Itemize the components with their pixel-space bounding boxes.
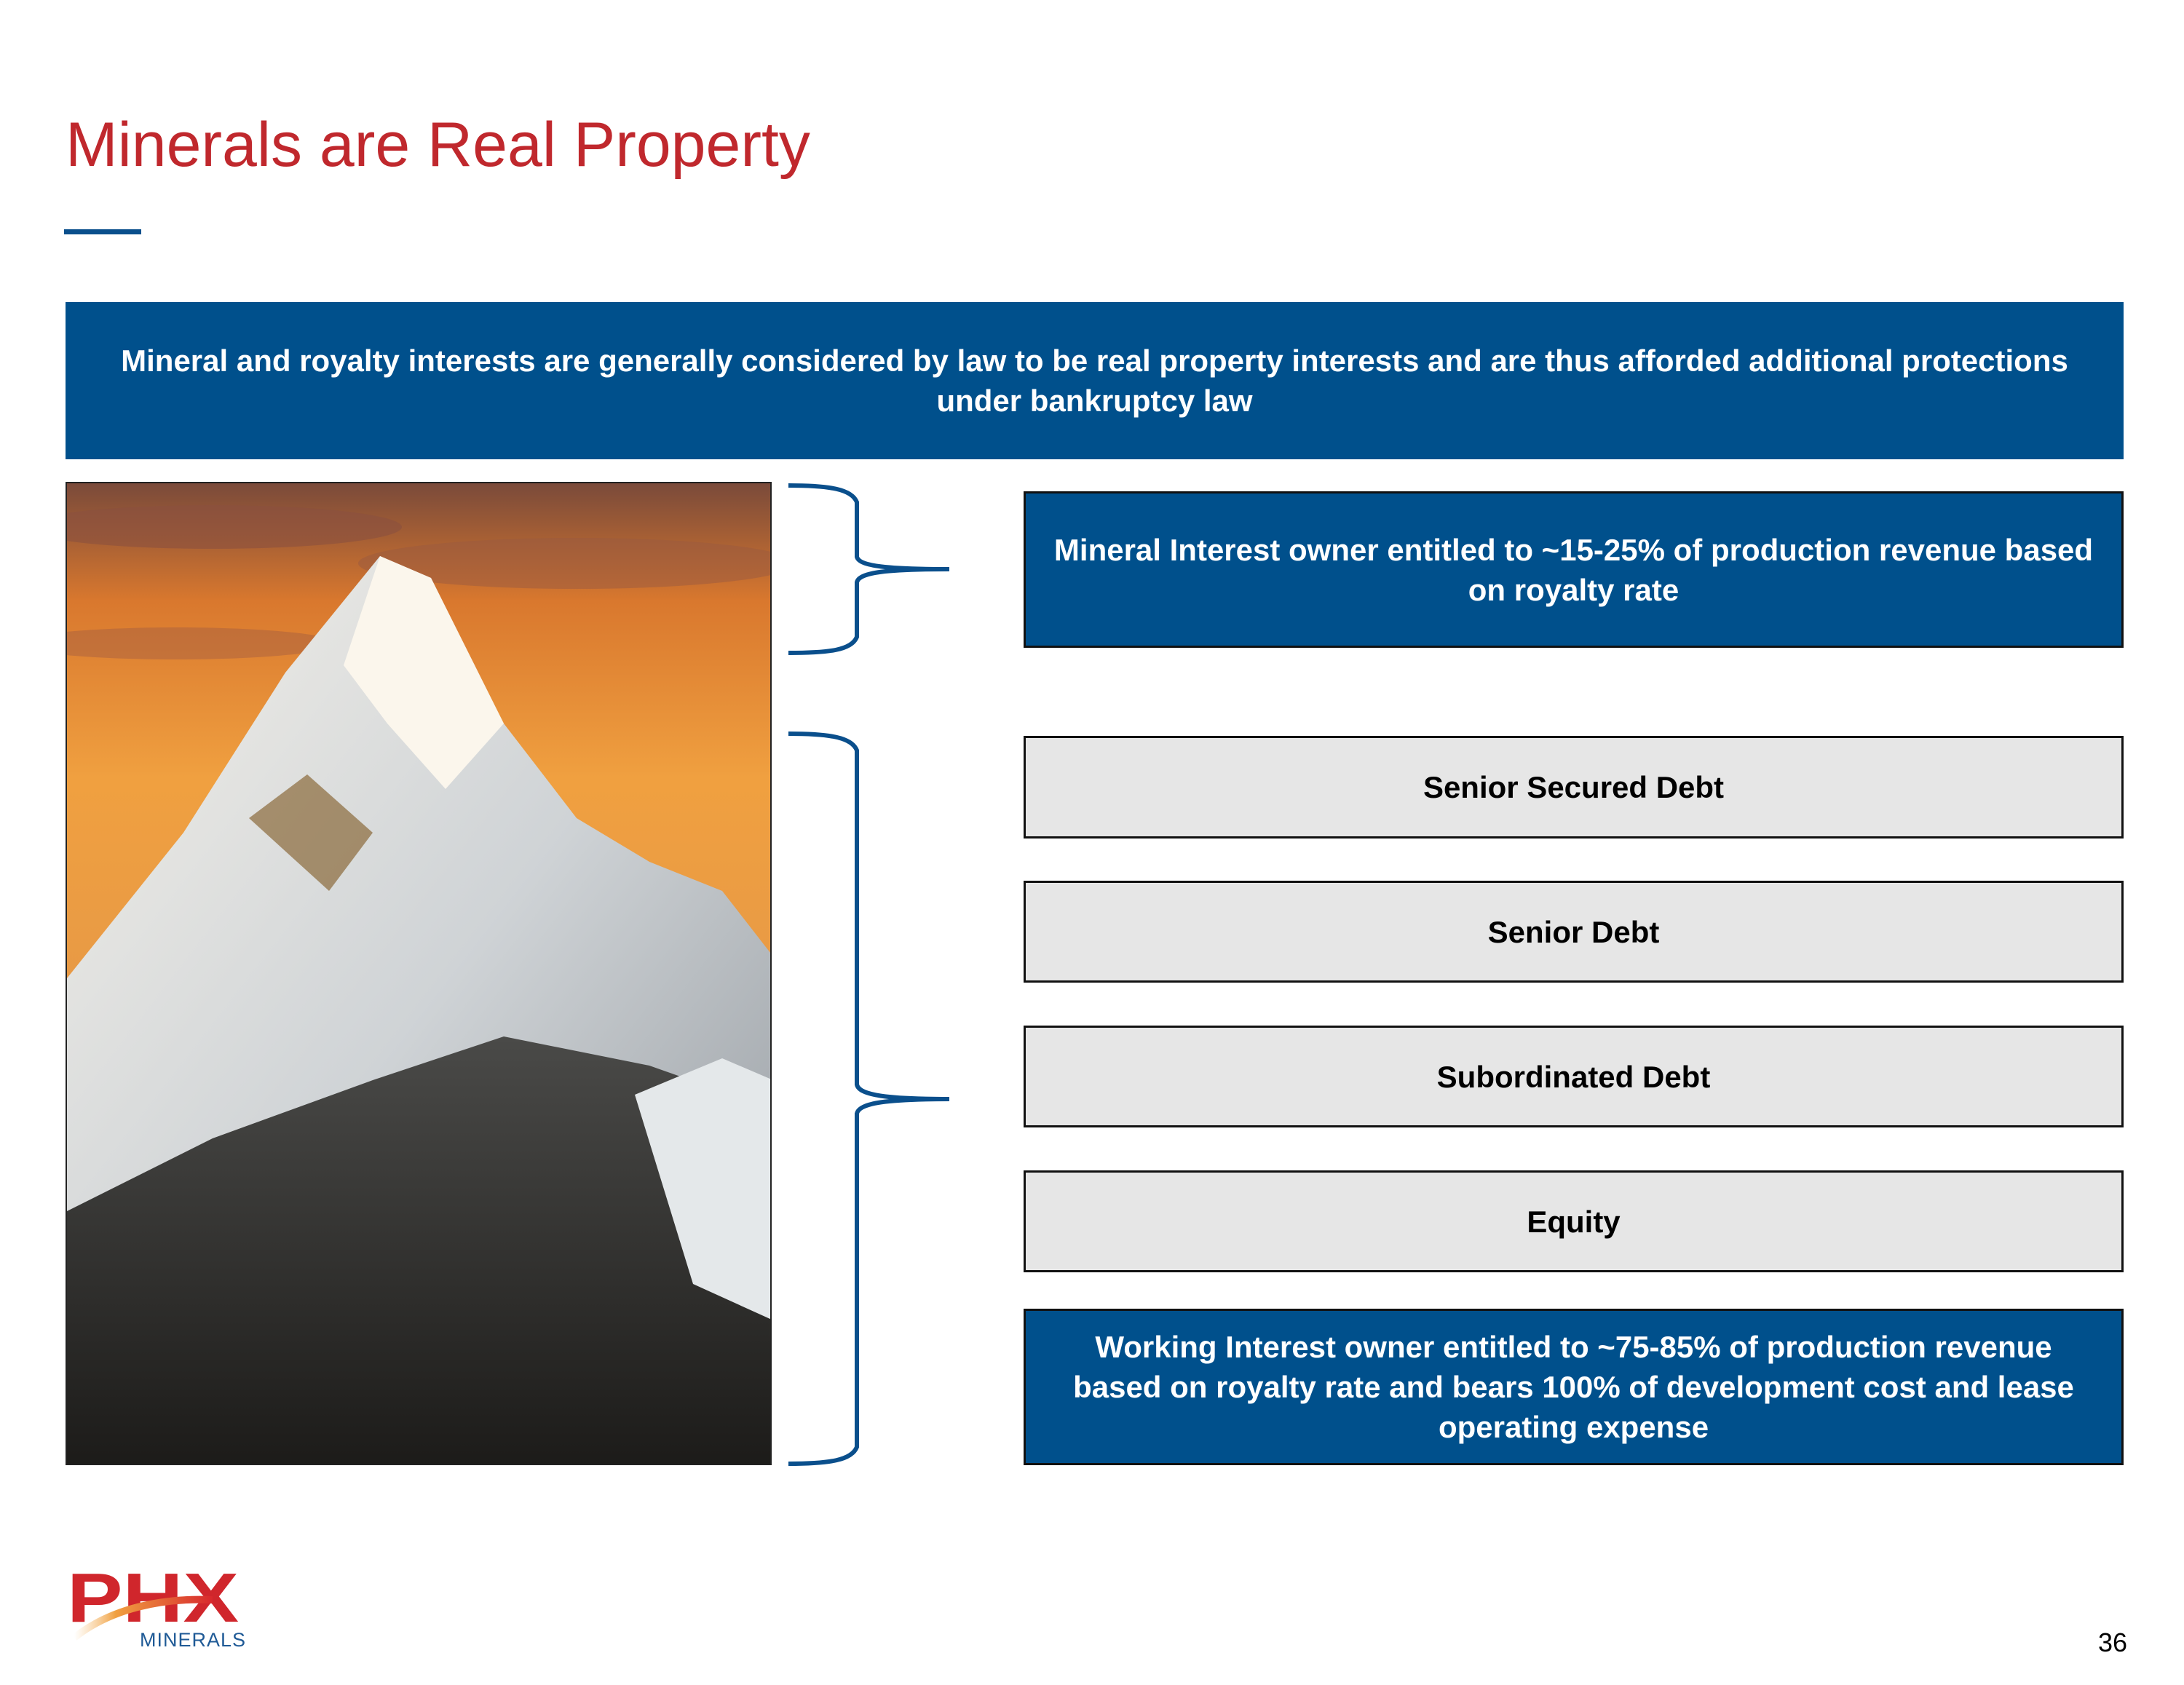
equity-box xyxy=(1024,1170,2124,1272)
box-label: Subordinated Debt xyxy=(1436,1059,1711,1094)
svg-text:MINERALS: MINERALS xyxy=(140,1629,247,1651)
page-title: Minerals are Real Property xyxy=(66,110,810,180)
svg-text:PHX: PHX xyxy=(67,1565,239,1637)
phx-logo xyxy=(67,1565,249,1656)
mineral-interest-box xyxy=(1024,491,2124,648)
page-number: 36 xyxy=(2098,1627,2128,1657)
box-label: Senior Secured Debt xyxy=(1423,770,1725,804)
senior-debt-box xyxy=(1024,881,2124,983)
mineral-bracket xyxy=(788,485,949,653)
working-interest-text: Working Interest owner entitled to ~75-85% of production revenue based on royalty rate and bears 100% of development cost and lease operating expense xyxy=(1073,1330,2074,1444)
banner-text: Mineral and royalty interests are generally considered by law to be real property interests and are thus afforded additional protections under bankruptcy law xyxy=(121,344,2068,418)
box-label: Senior Debt xyxy=(1487,914,1660,949)
subordinated-debt-box xyxy=(1024,1026,2124,1127)
mineral-interest-text: Mineral Interest owner entitled to ~15-25% of production revenue based on royalty rate xyxy=(1053,532,2094,607)
working-interest-box xyxy=(1024,1309,2124,1465)
senior-secured-debt-box xyxy=(1024,736,2124,838)
box-label: Equity xyxy=(1527,1204,1621,1239)
capital-stack-bracket xyxy=(788,734,949,1464)
